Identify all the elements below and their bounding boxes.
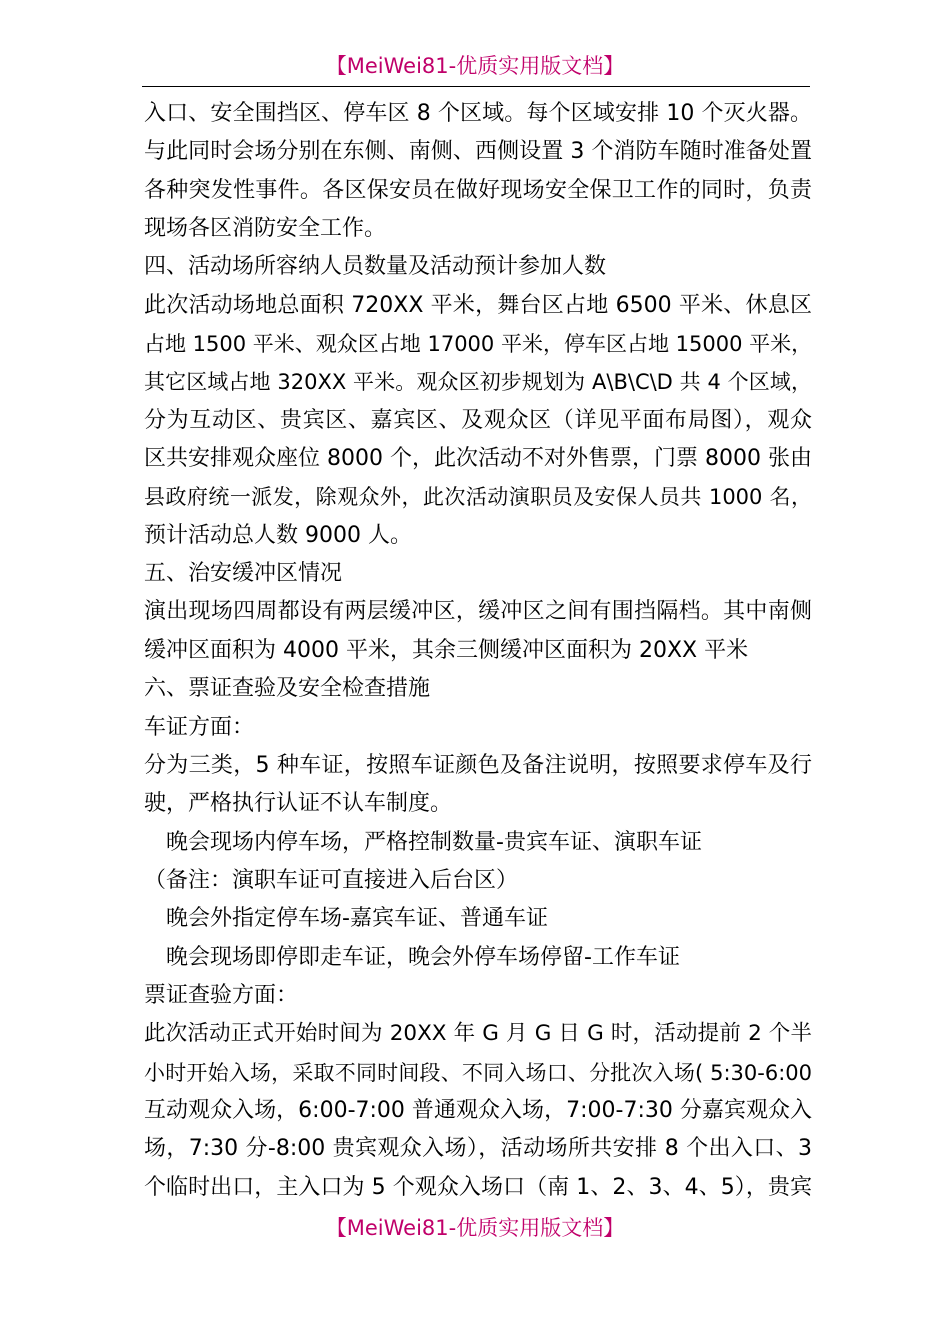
section-heading-6: 六、票证查验及安全检查措施 (144, 676, 431, 702)
text-line: 场，7:30 分-8:00 贵宾观众入场），活动场所共安排 8 个出入口、3 (144, 1136, 812, 1162)
text-line: 晚会现场即停即走车证，晚会外停车场停留-工作车证 (166, 944, 680, 970)
text-line: 互动观众入场，6:00-7:00 普通观众入场，7:00-7:30 分嘉宾观众入 (144, 1097, 812, 1123)
text-line: 区共安排观众座位 8000 个，此次活动不对外售票，门票 8000 张由 (144, 446, 812, 472)
text-line: （备注：演职车证可直接进入后台区） (144, 867, 519, 893)
text-line: 演出现场四周都设有两层缓冲区，缓冲区之间有围挡隔档。其中南侧 (144, 599, 812, 625)
subheading-ticket-check: 票证查验方面： (144, 982, 299, 1008)
subheading-vehicle-pass: 车证方面： (144, 714, 255, 740)
text-line: 此次活动正式开始时间为 20XX 年 G 月 G 日 G 时，活动提前 2 个半 (144, 1021, 812, 1047)
text-line: 各种突发性事件。各区保安员在做好现场安全保卫工作的同时，负责 (144, 177, 812, 203)
text-line: 此次活动场地总面积 720XX 平米，舞台区占地 6500 平米、休息区 (144, 292, 812, 318)
section-heading-5: 五、治安缓冲区情况 (144, 561, 343, 587)
text-line: 小时开始入场，采取不同时间段、不同入场口、分批次入场( 5:30-6:00 (144, 1060, 812, 1085)
text-line: 分为三类，5 种车证，按照车证颜色及备注说明，按照要求停车及行 (144, 752, 812, 778)
section-heading-4: 四、活动场所容纳人员数量及活动预计参加人数 (144, 254, 607, 280)
text-line: 与此同时会场分别在东侧、南侧、西侧设置 3 个消防车随时准备处置 (144, 139, 812, 165)
text-line: 驶，严格执行认证不认车制度。 (144, 791, 453, 817)
text-line: 入口、安全围挡区、停车区 8 个区域。每个区域安排 10 个灭火器。 (144, 101, 812, 126)
page-footer: 【MeiWei81-优质实用版文档】 (325, 1216, 625, 1240)
text-line: 占地 1500 平米、观众区占地 17000 平米，停车区占地 15000 平米， (144, 332, 813, 357)
page-header: 【MeiWei81-优质实用版文档】 (325, 54, 625, 78)
text-line: 缓冲区面积为 4000 平米，其余三侧缓冲区面积为 20XX 平米 (144, 637, 749, 663)
text-line: 其它区域占地 320XX 平米。观众区初步规划为 A\B\C\D 共 4 个区域， (144, 370, 812, 395)
text-line: 晚会现场内停车场，严格控制数量-贵宾车证、演职车证 (166, 829, 702, 855)
text-line: 晚会外指定停车场-嘉宾车证、普通车证 (166, 906, 548, 932)
text-line: 现场各区消防安全工作。 (144, 216, 387, 242)
text-line: 预计活动总人数 9000 人。 (144, 522, 412, 548)
text-line: 县政府统一派发，除观众外，此次活动演职员及安保人员共 1000 名， (144, 485, 812, 510)
text-line: 个临时出口，主入口为 5 个观众入场口（南 1、2、3、4、5），贵宾 (144, 1174, 812, 1200)
header-divider (142, 86, 810, 87)
document-body (144, 95, 812, 1207)
text-line: 分为互动区、贵宾区、嘉宾区、及观众区（详见平面布局图），观众 (144, 407, 812, 433)
